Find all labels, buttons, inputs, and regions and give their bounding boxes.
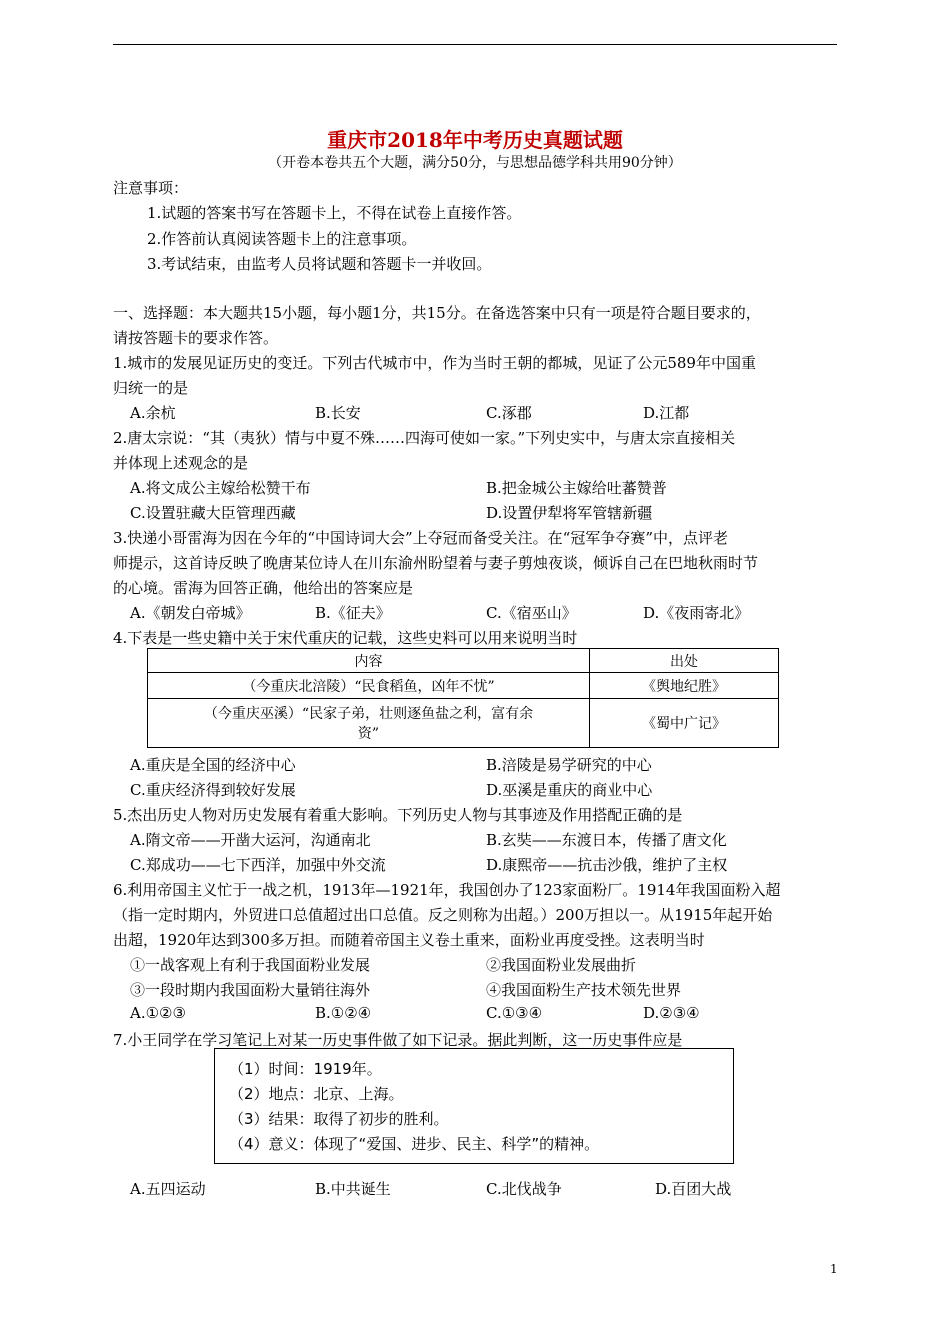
option-d: D.设置伊犁将军管辖新疆	[486, 504, 653, 522]
table-cell-line: （今重庆巫溪）“民家子弟，壮则逐鱼盐之利，富有余	[203, 706, 534, 722]
option-a: A.重庆是全国的经济中心	[130, 756, 296, 774]
statement: ③一段时期内我国面粉大量销往海外	[130, 981, 371, 999]
question-5-stem: 5.杰出历史人物对历史发展有着重大影响。下列历史人物与其事迹及作用搭配正确的是	[113, 806, 683, 824]
option-c: C.《宿巫山》	[486, 604, 577, 622]
question-6-stem: （指一定时期内，外贸进口总值超过出口总值。反之则称为出超。）200万担以一。从1915年起开始	[113, 906, 773, 924]
option-b: B.《征夫》	[315, 604, 391, 622]
question-1-stem: 归统一的是	[113, 379, 189, 397]
table-cell-line: 资”	[357, 726, 380, 742]
option-b: B.长安	[315, 404, 361, 422]
option-c: C.重庆经济得到较好发展	[130, 781, 296, 799]
option-a: A.将文成公主嫁给松赞干布	[130, 479, 311, 497]
option-d: D.康熙帝——抗击沙俄，维护了主权	[486, 856, 728, 874]
header-rule	[113, 44, 837, 45]
option-c: C.①③④	[486, 1004, 543, 1022]
question-2-stem: 并体现上述观念的是	[113, 454, 249, 472]
question-1-stem: 1.城市的发展见证历史的变迁。下列古代城市中，作为当时王朝的都城，见证了公元589年中国重	[113, 354, 756, 372]
page-number: 1	[830, 1262, 838, 1276]
notice-item: 1.试题的答案书写在答题卡上，不得在试卷上直接作答。	[147, 204, 522, 222]
section-instructions: 请按答题卡的要求作答。	[113, 329, 279, 347]
option-b: B.涪陵是易学研究的中心	[486, 756, 652, 774]
notice-heading: 注意事项：	[113, 179, 189, 197]
question-2-stem: 2.唐太宗说：“其（夷狄）情与中夏不殊……四海可使如一家。”下列史实中，与唐太宗直接相关	[113, 429, 736, 447]
option-b: B.玄奘——东渡日本，传播了唐文化	[486, 831, 727, 849]
option-c: C.北伐战争	[486, 1180, 562, 1198]
note-line: （2）地点：北京、上海。	[229, 1085, 404, 1103]
note-line: （4）意义：体现了“爱国、进步、民主、科学”的精神。	[229, 1135, 600, 1153]
question-6-stem: 6.利用帝国主义忙于一战之机，1913年—1921年，我国创办了123家面粉厂。1914年我国面粉入超	[113, 881, 781, 899]
option-b: B.中共诞生	[315, 1180, 391, 1198]
note-line: （3）结果：取得了初步的胜利。	[229, 1110, 449, 1128]
option-b: B.把金城公主嫁给吐蕃赞普	[486, 479, 667, 497]
question-3-stem: 3.快递小哥雷海为因在今年的“中国诗词大会”上夺冠而备受关注。在“冠军争夺赛”中，点评老	[113, 529, 728, 547]
option-c: C.郑成功——七下西洋，加强中外交流	[130, 856, 386, 874]
table-cell-source: 《舆地纪胜》	[590, 673, 779, 699]
statement: ④我国面粉生产技术领先世界	[486, 981, 682, 999]
question-7-stem: 7.小王同学在学习笔记上对某一历史事件做了如下记录。据此判断，这一历史事件应是	[113, 1031, 683, 1049]
statement: ①一战客观上有利于我国面粉业发展	[130, 956, 371, 974]
table-header: 内容	[148, 649, 590, 673]
option-d: D.百团大战	[655, 1180, 732, 1198]
source-table	[147, 648, 779, 748]
notice-item: 2.作答前认真阅读答题卡上的注意事项。	[147, 230, 417, 248]
notes-box	[214, 1048, 734, 1164]
question-3-stem: 师提示，这首诗反映了晚唐某位诗人在川东渝州盼望着与妻子剪烛夜谈，倾诉自己在巴地秋雨时节	[113, 554, 759, 572]
option-a: A.隋文帝——开凿大运河，沟通南北	[130, 831, 371, 849]
option-a: A.五四运动	[130, 1180, 206, 1198]
note-line: （1）时间：1919年。	[229, 1060, 382, 1078]
notice-item: 3.考试结束，由监考人员将试题和答题卡一并收回。	[147, 255, 492, 273]
option-a: A.①②③	[130, 1004, 186, 1022]
table-cell-source: 《蜀中广记》	[590, 699, 779, 748]
option-d: D.巫溪是重庆的商业中心	[486, 781, 653, 799]
table-cell-content	[148, 699, 590, 748]
section-instructions: 一、选择题：本大题共15小题，每小题1分，共15分。在备选答案中只有一项是符合题目要求的，	[113, 304, 761, 322]
option-d: D.《夜雨寄北》	[643, 604, 750, 622]
question-3-stem: 的心境。雷海为回答正确，他给出的答案应是	[113, 579, 414, 597]
option-a: A.余杭	[130, 404, 176, 422]
table-row	[148, 673, 779, 699]
question-4-stem: 4.下表是一些史籍中关于宋代重庆的记载，这些史料可以用来说明当时	[113, 629, 578, 647]
table-row	[148, 699, 779, 748]
option-c: C.设置驻藏大臣管理西藏	[130, 504, 296, 522]
table-header: 出处	[590, 649, 779, 673]
page-title: 重庆市2018年中考历史真题试题	[327, 128, 623, 152]
option-d: D.②③④	[643, 1004, 700, 1022]
option-c: C.涿郡	[486, 404, 532, 422]
statement: ②我国面粉业发展曲折	[486, 956, 637, 974]
page-subtitle: （开卷本卷共五个大题，满分50分，与思想品德学科共用90分钟）	[268, 155, 682, 171]
table-cell-content: （今重庆北涪陵）“民食稻鱼，凶年不忧”	[148, 673, 590, 699]
option-a: A.《朝发白帝城》	[130, 604, 251, 622]
question-6-stem: 出超，1920年达到300多万担。而随着帝国主义卷土重来，面粉业再度受挫。这表明当时	[113, 931, 705, 949]
option-d: D.江都	[643, 404, 690, 422]
option-b: B.①②④	[315, 1004, 372, 1022]
